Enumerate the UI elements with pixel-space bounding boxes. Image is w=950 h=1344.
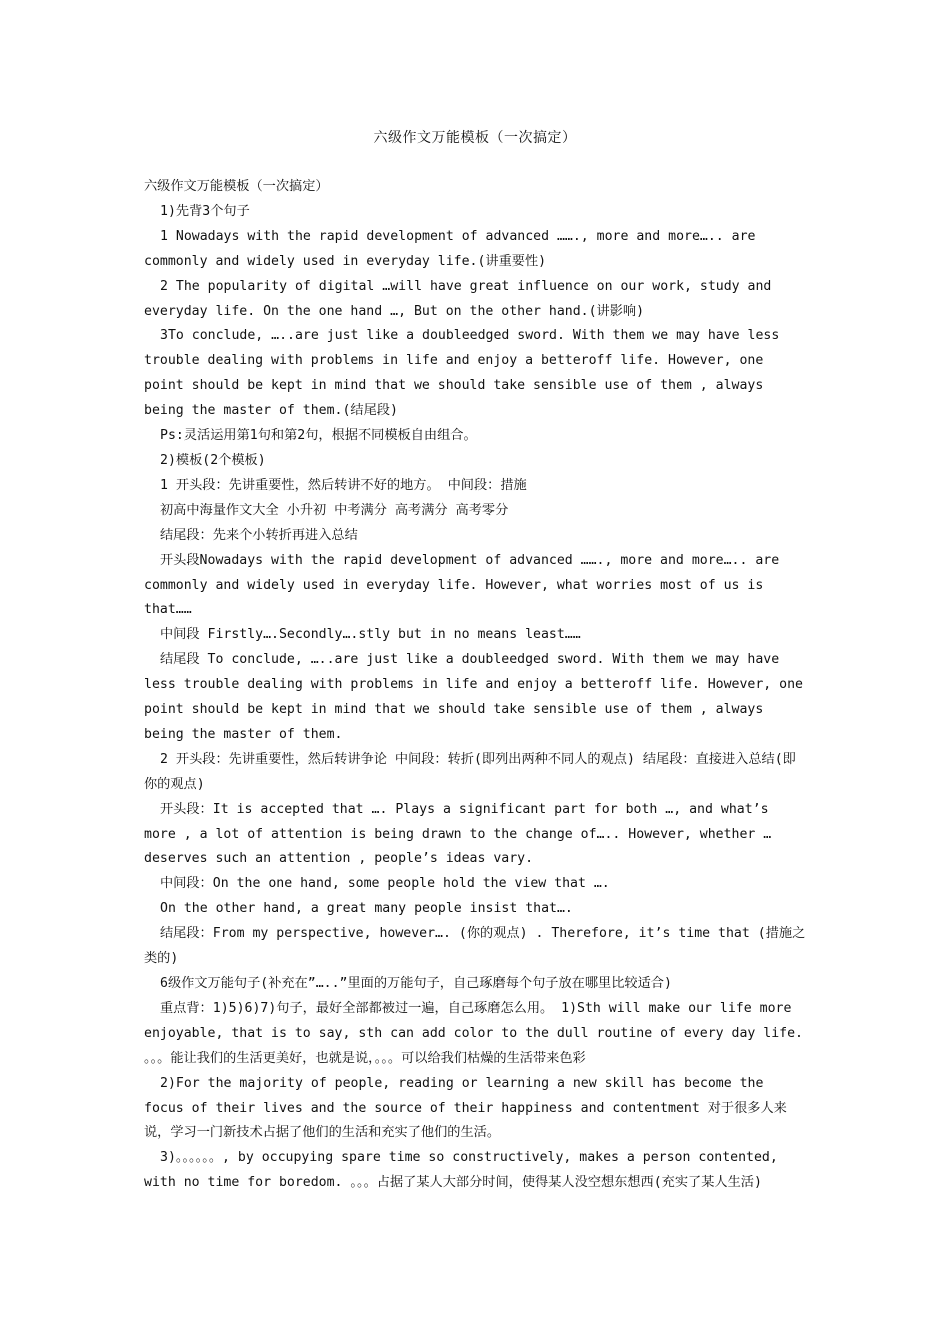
- template-1-ending: 结尾段 To conclude, …..are just like a doubleedged sword. With them we may have less trouble dealing with problems in life and enjoy a betteroff life. However, one point should be kept in mind that we should take sensible use of them , always being the master of them.: [144, 652, 803, 742]
- ad-line: 初高中海量作文大全 小升初 中考满分 高考满分 高考零分: [160, 502, 509, 518]
- universal-sentence-3: 3)。。。。。。, by occupying spare time so constructively, makes a person contented, with no time for boredom. 。。。占据了某人大部分时间，使得某人没空想东想西(充实了某人生活): [144, 1150, 778, 1191]
- sentence-1: 1 Nowadays with the rapid development of advanced ……., more and more….. are commonly and widely used in everyday life.(讲重要性): [144, 228, 756, 269]
- template-2-outline: 2 开头段：先讲重要性，然后转讲争论 中间段：转折(即列出两种不同人的观点) 结尾段：直接进入总结(即你的观点): [144, 751, 796, 792]
- template-1-outline: 1 开头段：先讲重要性，然后转讲不好的地方。 中间段：措施: [160, 477, 527, 493]
- ps-note: Ps:灵活运用第1句和第2句，根据不同模板自由组合。: [160, 428, 477, 444]
- subheading-templates: 2)模板(2个模板): [160, 452, 266, 468]
- template-2-middle-b: On the other hand, a great many people insist that….: [160, 901, 573, 917]
- universal-sentence-2: 2)For the majority of people, reading or learning a new skill has become the focus of their lives and the source of their happiness and contentment 对于很多人来说，学习一门新技术占据了他们的生活和充实了他们的生活。: [144, 1075, 787, 1141]
- template-2-middle-a: 中间段：On the one hand, some people hold the view that ….: [160, 876, 610, 892]
- universal-sentences-heading: 6级作文万能句子(补充在”…..”里面的万能句子，自己琢磨每个句子放在哪里比较适合): [160, 976, 672, 991]
- sentence-2: 2 The popularity of digital …will have great influence on our work, study and everyday life. On the one hand …, But on the other hand.(讲影响): [144, 278, 772, 319]
- universal-sentence-1: 重点背：1)5)6)7)句子，最好全部都被过一遍，自己琢磨怎么用。 1)Sth will make our life more enjoyable, that is to say, sth can add color to the dull routine of every day life. 。。。能让我们的生活更美好，也就是说，。。。可以给我们枯燥的生活带来色彩: [144, 1000, 803, 1066]
- section-heading: 六级作文万能模板（一次搞定）: [144, 179, 329, 194]
- template-1-ending-note: 结尾段：先来个小转折再进入总结: [160, 527, 358, 543]
- sentence-3: 3To conclude, …..are just like a doubleedged sword. With them we may have less trouble dealing with problems in life and enjoy a betteroff life. However, one point should be kept in mind that we should take sensible use of them , always being the master of them.(结尾段): [144, 328, 780, 419]
- template-2-ending: 结尾段：From my perspective, however…. (你的观点) . Therefore, it’s time that (措施之类的): [144, 926, 806, 967]
- template-1-middle: 中间段 Firstly….Secondly….stly but in no means least……: [160, 627, 581, 643]
- document-title: 六级作文万能模板（一次搞定）: [373, 130, 577, 146]
- document-body: [144, 175, 808, 1196]
- subheading-sentences: 1)先背3个句子: [160, 203, 250, 219]
- template-2-opening: 开头段：It is accepted that …. Plays a significant part for both …, and what’s more , a lot of attention is being drawn to the change of….. However, whether …deserves such an attention , people’s ideas vary.: [144, 801, 772, 867]
- template-1-opening: 开头段Nowadays with the rapid development of advanced ……., more and more….. are commonly and widely used in everyday life. However, what worries most of us is that……: [144, 552, 780, 618]
